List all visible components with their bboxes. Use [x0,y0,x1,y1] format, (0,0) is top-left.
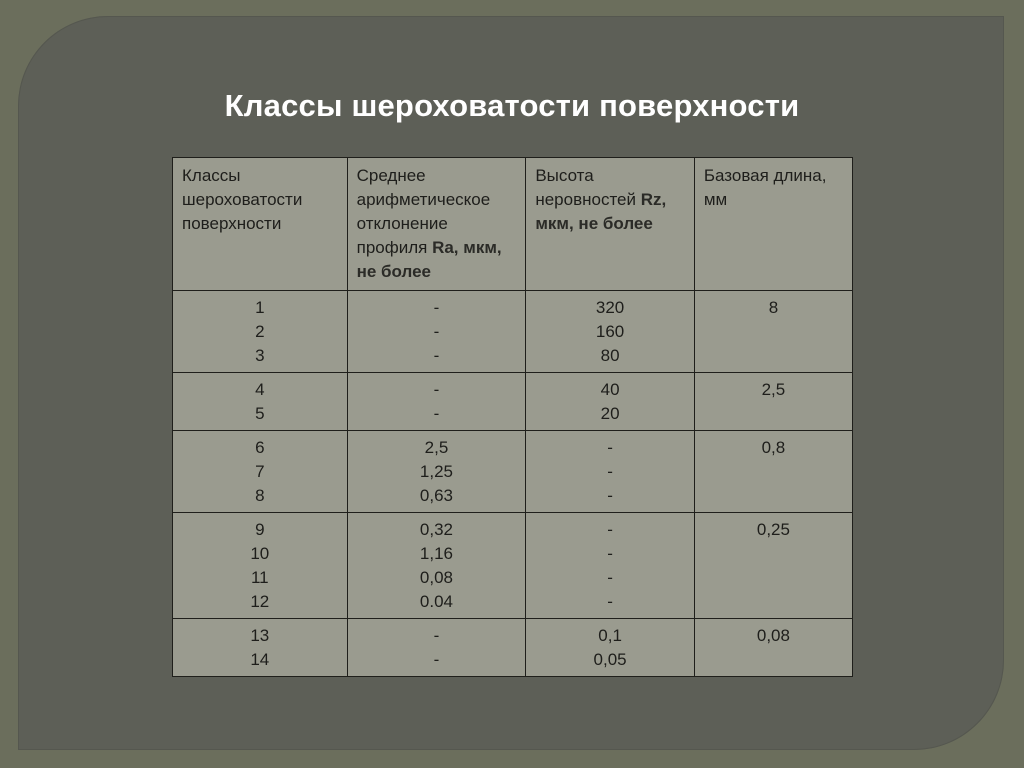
header-classes [173,158,348,291]
cell-value: 0,63 [419,486,454,505]
cell-classes [173,513,348,619]
cell-ra [347,619,526,677]
cell-ra [347,291,526,373]
cell-value: 12 [250,592,270,611]
cell-value: 8 [255,486,265,505]
cell-value: 2,5 [761,380,786,399]
cell-base-length [694,373,852,431]
cell-value: 80 [600,346,620,365]
cell-ra [347,431,526,513]
cell-value: - [607,462,613,481]
cell-value: 1,25 [419,462,454,481]
cell-value: 14 [250,650,270,669]
cell-rz [526,513,695,619]
cell-classes [173,373,348,431]
cell-base-length [694,513,852,619]
cell-value: 0,32 [419,520,454,539]
header-rz [526,158,695,291]
cell-value: 7 [255,462,265,481]
cell-base-length [694,291,852,373]
cell-value: 0,8 [761,438,786,457]
cell-value: 2 [255,322,265,341]
header-base-length [694,158,852,291]
cell-value: - [433,322,440,341]
cell-value: 9 [255,520,265,539]
cell-classes [173,619,348,677]
cell-value: 0,08 [756,626,790,645]
cell-value: 0.04 [419,592,454,611]
cell-classes [173,291,348,373]
header-rz-unit: Rz, мкм, не более [535,190,667,233]
cell-value: - [433,346,440,365]
cell-value: 0,25 [756,520,790,539]
header-ra-label: Среднее арифметическое отклонение профиля [356,166,491,257]
slide-title: Классы шероховатости поверхности [224,88,800,123]
cell-value: 20 [600,404,620,423]
cell-value: - [433,626,440,645]
cell-value: 0,05 [593,650,627,669]
cell-rz [526,291,695,373]
cell-value: - [433,380,440,399]
cell-value: 2,5 [424,438,449,457]
cell-value: 10 [250,544,270,563]
cell-value: - [607,568,613,587]
cell-ra [347,373,526,431]
cell-value: 8 [768,298,779,317]
cell-value: 3 [255,346,265,365]
cell-value: 160 [595,322,625,341]
cell-ra [347,513,526,619]
cell-value: - [607,486,613,505]
cell-value: - [607,438,613,457]
cell-value: - [607,520,613,539]
cell-value: - [607,544,613,563]
table-row [173,291,853,373]
cell-value: 4 [255,380,265,399]
table-row [173,619,853,677]
cell-base-length [694,431,852,513]
cell-base-length [694,619,852,677]
cell-value: 0,08 [419,568,454,587]
header-ra-unit: Ra, мкм, не более [356,238,502,281]
table-row [173,513,853,619]
table-header-row [173,158,853,291]
header-base-length-label: Базовая длина, мм [703,166,827,209]
header-ra [347,158,526,291]
cell-value: 1,16 [419,544,454,563]
header-rz-label: Высота неровностей [535,166,641,209]
table-row [173,431,853,513]
cell-value: 5 [255,404,265,423]
cell-classes [173,431,348,513]
cell-rz [526,373,695,431]
cell-rz [526,431,695,513]
cell-value: - [433,404,440,423]
header-classes-label: Классы шероховатости поверхности [182,166,303,233]
cell-value: 1 [255,298,265,317]
roughness-table [172,157,853,677]
table-row [173,373,853,431]
cell-value: - [433,298,440,317]
cell-value: 0,1 [598,626,622,645]
cell-value: 13 [250,626,270,645]
cell-value: 40 [600,380,620,399]
cell-value: 11 [250,568,269,587]
cell-value: 6 [255,438,265,457]
cell-value: - [607,592,613,611]
cell-value: - [433,650,440,669]
cell-value: 320 [595,298,625,317]
cell-rz [526,619,695,677]
